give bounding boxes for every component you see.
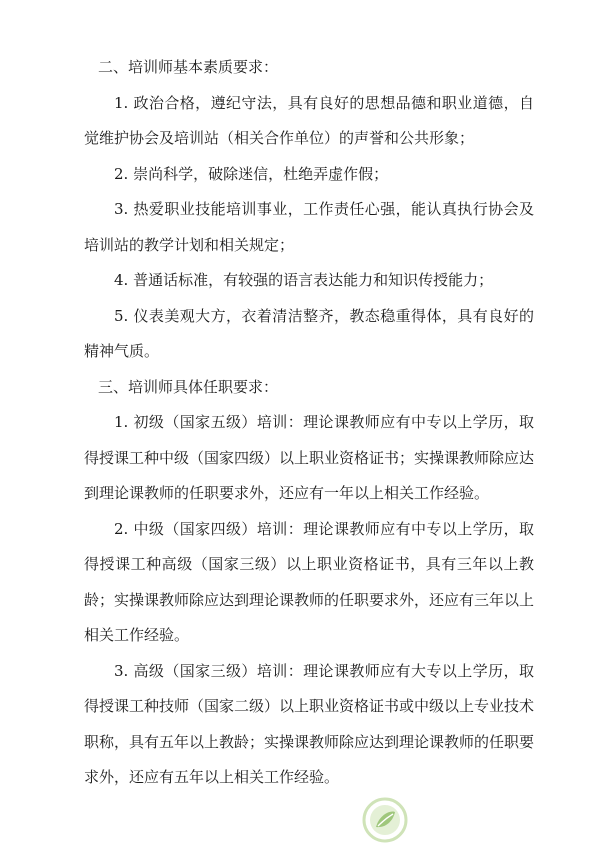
list-item: 3. 高级（国家三级）培训：理论课教师应有大专以上学历，取得授课工种技师（国家二级）以上职业资格证书或中级以上专业技术职称，具有五年以上教龄；实操课教师除应达到理论课教师的任职要求外，还应有五年以上相关工作经验。 [84,661,535,786]
list-item: 5. 仪表美观大方，衣着清洁整齐，教态稳重得体，具有良好的精神气质。 [84,306,534,360]
section-heading: 二、培训师基本素质要求： [98,58,279,76]
list-item: 1. 政治合格，遵纪守法，具有良好的思想品德和职业道德，自觉维护协会及培训站（相关合作单位）的声誉和公共形象； [84,93,534,147]
list-item: 1. 初级（国家五级）培训：理论课教师应有中专以上学历，取得授课工种中级（国家四级）以上职业资格证书；实操课教师除应达到理论课教师的任职要求外，还应有一年以上相关工作经验。 [84,413,535,502]
document-body [84,50,534,796]
section-basic-qualities [84,50,534,370]
list-item: 3. 热爱职业技能培训事业，工作责任心强，能认真执行协会及培训站的教学计划和相关规定； [84,200,534,254]
leaf-seal-icon [362,797,408,843]
section-heading: 三、培训师具体任职要求： [98,377,279,396]
section-specific-requirements [84,370,534,796]
list-item: 2. 中级（国家四级）培训：理论课教师应有中专以上学历，取得授课工种高级（国家三级）以上职业资格证书，具有三年以上教龄；实操课教师除应达到理论课教师的任职要求外，还应有三年以上相关工作经验。 [84,519,535,644]
list-item: 2. 崇尚科学，破除迷信，杜绝弄虚作假； [114,164,389,183]
list-item: 4. 普通话标准，有较强的语言表达能力和知识传授能力； [114,271,494,289]
